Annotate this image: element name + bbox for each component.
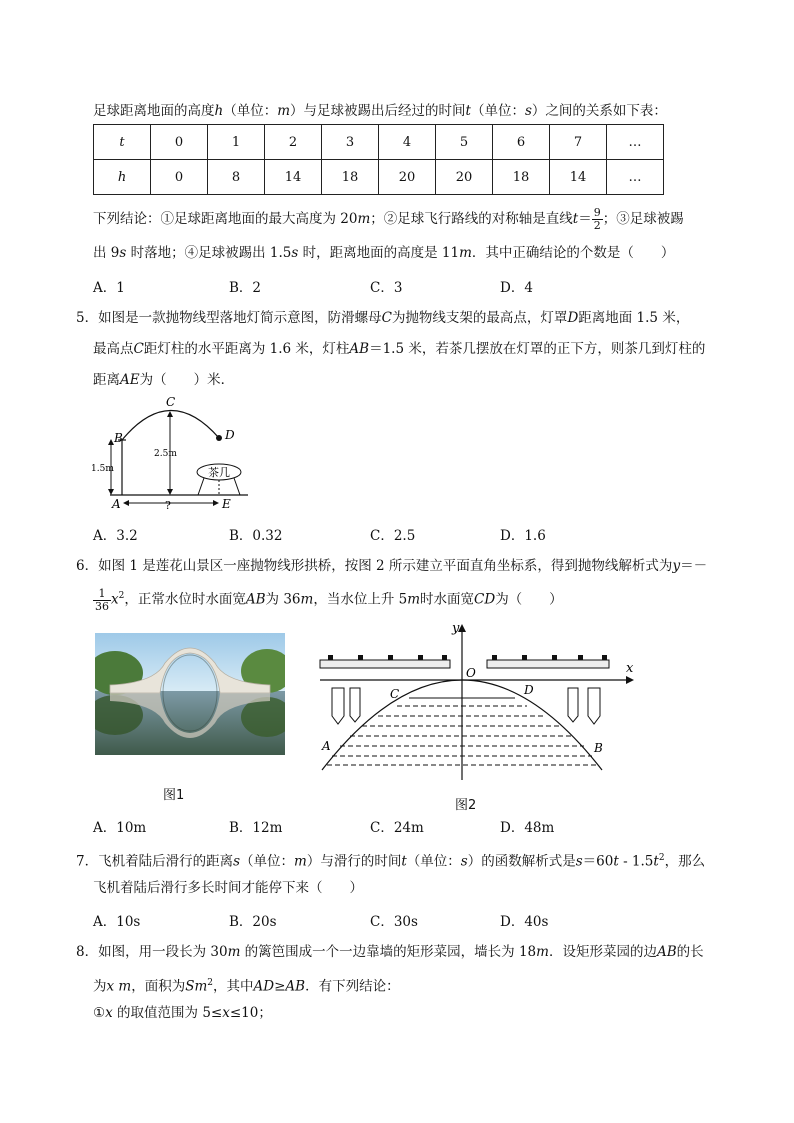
t-h-table — [93, 124, 664, 195]
fraction-9-2: $\frac{9}{2}$ — [593, 206, 601, 232]
railing-posts — [328, 655, 607, 660]
lamp-diagram — [88, 392, 258, 517]
table-row: t 0 1 2 3 4 5 6 7 … — [94, 125, 664, 160]
q4-line1: 下列结论：①足球距离地面的最大高度为 20m；②足球飞行路线的对称轴是直线t＝ $\frac{9}{2}$ ；③足球被踢 — [93, 206, 684, 232]
arrow-head — [167, 489, 173, 495]
option-c[interactable]: C．2.5 — [370, 528, 416, 544]
left-deck — [320, 660, 450, 668]
q8-line3: ①x 的取值范围为 5≤x≤10； — [93, 1005, 272, 1021]
q8-line1: 8．如图，用一段长为 30m 的篱笆围成一个一边靠墙的矩形菜园，墙长为 18m．设矩形菜园的边AB的长 — [76, 944, 704, 960]
option-c[interactable]: C．3 — [370, 280, 403, 296]
lamp-shade-dot — [216, 435, 222, 441]
fraction-1-36: $\frac{1}{36}$ — [95, 586, 109, 613]
label-c: C — [390, 687, 400, 701]
fig2-caption: 图2 — [455, 798, 477, 813]
option-d[interactable]: D．4 — [500, 280, 533, 296]
arrow-head — [167, 411, 173, 417]
pier — [350, 688, 360, 722]
option-a[interactable]: A．1 — [93, 280, 125, 296]
q6-line2: $\frac{1}{36}$ $x^2$，正常水位时水面宽AB为 36m，当水位上升 5m时水面宽CD为（ ） — [95, 586, 563, 613]
label-e: E — [222, 497, 231, 511]
option-b[interactable]: B．20s — [229, 914, 277, 930]
option-b[interactable]: B．12m — [229, 820, 283, 836]
x-axis-arrow — [626, 676, 634, 684]
q5-line1: 5．如图是一款抛物线型落地灯简示意图，防滑螺母C为抛物线支架的最高点，灯罩D距离地面 1.5 米， — [76, 310, 690, 326]
label-1-5m: 1.5m — [91, 464, 114, 474]
option-b[interactable]: B．2 — [229, 280, 262, 296]
label-tea-table: 茶几 — [208, 466, 230, 479]
option-a[interactable]: A．10m — [93, 820, 147, 836]
option-d[interactable]: D．48m — [500, 820, 555, 836]
option-d[interactable]: D．1.6 — [500, 528, 546, 544]
label-y: y — [452, 621, 460, 636]
arrow-head — [108, 489, 114, 495]
pier — [568, 688, 578, 722]
tea-table-leg — [234, 478, 240, 495]
q8-line2: 为x m，面积为Sm$^2$，其中AD≥AB．有下列结论： — [93, 978, 400, 995]
bridge-coordinate-diagram — [312, 620, 642, 792]
option-a[interactable]: A．3.2 — [93, 528, 138, 544]
label-x: x — [626, 661, 634, 676]
right-deck — [487, 660, 609, 668]
label-question: ? — [165, 499, 171, 512]
label-2-5m: 2.5m — [154, 449, 177, 459]
q4-line2: 出 9s 时落地；④足球被踢出 1.5s 时，距离地面的高度是 11m．其中正确结论的个数是（ ） — [93, 245, 675, 261]
q5-line3: 距离AE为（ ）米． — [93, 372, 235, 388]
label-b: B — [114, 431, 123, 445]
q5-line2: 最高点C距灯柱的水平距离为 1.6 米，灯柱AB＝1.5 米，若茶几摆放在灯罩的正下方，则茶几到灯柱的 — [93, 341, 706, 357]
label-c: C — [166, 395, 176, 409]
q7-line1: 7．飞机着陆后滑行的距离s（单位：m）与滑行的时间t（单位：s）的函数解析式是$s=60t - 1.5t^2$，那么 — [76, 853, 706, 870]
table-row: h 0 8 14 18 20 20 18 14 … — [94, 160, 664, 195]
option-d[interactable]: D．40s — [500, 914, 549, 930]
option-c[interactable]: C．30s — [370, 914, 418, 930]
tea-table-leg — [198, 478, 204, 495]
option-a[interactable]: A．10s — [93, 914, 141, 930]
q6-line1: 6．如图 1 是莲花山景区一座抛物线形拱桥，按图 2 所示建立平面直角坐标系，得到抛物线解析式为y＝－ — [76, 558, 708, 574]
q7-line2: 飞机着陆后滑行多长时间才能停下来（ ） — [93, 880, 363, 896]
label-a: A — [322, 739, 331, 753]
arrow-head — [123, 500, 129, 506]
fig1-caption: 图1 — [163, 788, 185, 803]
label-o: O — [466, 666, 476, 680]
label-d: D — [225, 428, 235, 442]
pier — [588, 688, 600, 724]
label-a: A — [112, 497, 121, 511]
bridge-photo — [95, 633, 285, 755]
label-d: D — [524, 683, 534, 697]
intro-text: 足球距离地面的高度h（单位：m）与足球被踢出后经过的时间t（单位：s）之间的关系如下表： — [93, 103, 667, 119]
label-b: B — [594, 741, 603, 755]
pier — [332, 688, 344, 724]
arrow-head — [213, 500, 219, 506]
option-c[interactable]: C．24m — [370, 820, 424, 836]
option-b[interactable]: B．0.32 — [229, 528, 283, 544]
